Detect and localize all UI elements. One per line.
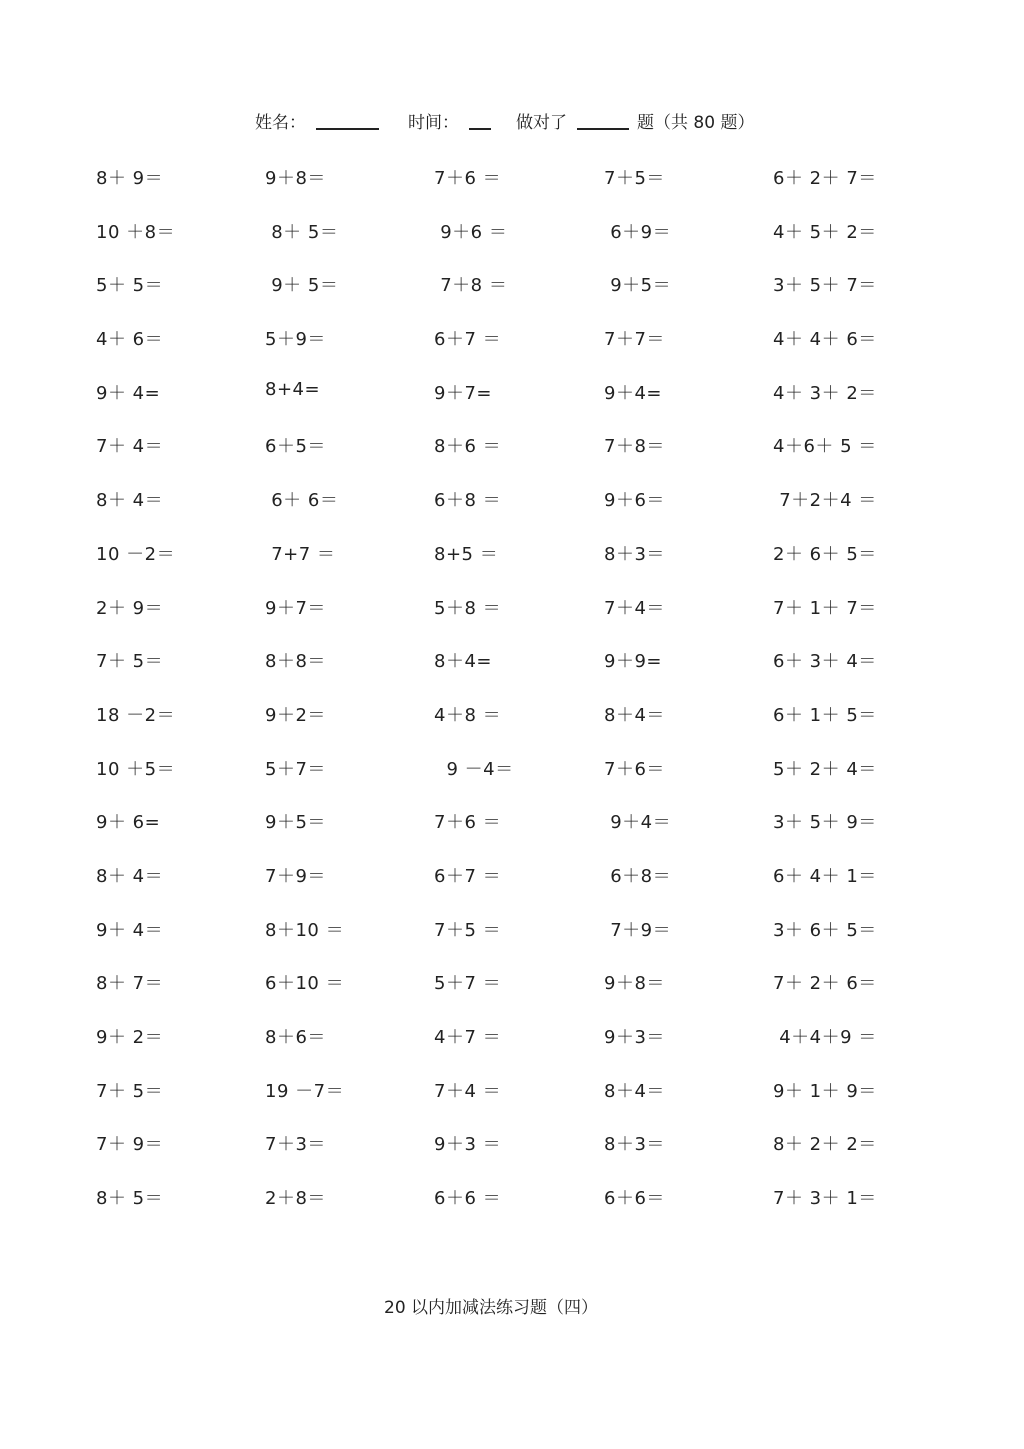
math-problem: 3＋ 6＋ 5＝ — [773, 919, 877, 941]
math-problem: 9＋7= — [434, 382, 492, 404]
math-problem: 4＋ 4＋ 6＝ — [773, 329, 877, 351]
name-blank — [316, 108, 379, 135]
math-problem: 8＋4= — [434, 651, 492, 673]
total-suffix: 题（共 80 题） — [637, 113, 755, 133]
math-problem: 6＋6＝ — [604, 1188, 665, 1210]
math-problem: 5＋ 5＝ — [96, 275, 164, 297]
math-problem: 6＋9＝ — [604, 221, 672, 243]
problem-row — [0, 804, 1024, 858]
time-blank — [469, 108, 491, 135]
math-problem: 8＋ 5＝ — [265, 221, 339, 243]
math-problem: 9＋ 6= — [96, 812, 161, 834]
math-problem: 5＋7＝ — [265, 758, 326, 780]
problem-row — [0, 160, 1024, 214]
problem-row — [0, 267, 1024, 321]
math-problem: 9 －4＝ — [434, 758, 514, 780]
math-problem: 2＋ 9＝ — [96, 597, 164, 619]
problem-row — [0, 1180, 1024, 1234]
problem-row — [0, 536, 1024, 590]
math-problem: 9＋6 ＝ — [434, 221, 508, 243]
math-problem: 6＋ 2＋ 7＝ — [773, 168, 877, 189]
math-problem: 4＋ 5＋ 2＝ — [773, 221, 877, 243]
math-problem: 6＋ 1＋ 5＝ — [773, 704, 877, 726]
math-problem: 9＋5＝ — [265, 812, 326, 834]
math-problem: 9＋2＝ — [265, 704, 326, 726]
math-problem: 9＋ 1＋ 9＝ — [773, 1080, 877, 1102]
math-problem: 6＋10 ＝ — [265, 973, 345, 995]
math-problem: 9＋ 4＝ — [96, 919, 164, 941]
math-problem: 8＋ 2＋ 2＝ — [773, 1134, 877, 1156]
math-problem: 6＋ 3＋ 4＝ — [773, 651, 877, 673]
math-problem: 8＋ 5＝ — [96, 1188, 164, 1210]
math-problem: 8＋ 7＝ — [96, 973, 164, 995]
math-problem: 7＋8 ＝ — [434, 275, 508, 297]
problem-row — [0, 428, 1024, 482]
math-problem: 8＋3＝ — [604, 543, 665, 565]
math-problem: 6＋ 6＝ — [265, 490, 339, 512]
math-problem: 9＋3 ＝ — [434, 1134, 502, 1156]
math-problem: 2＋ 6＋ 5＝ — [773, 543, 877, 565]
math-problem: 4＋ 6＝ — [96, 329, 164, 351]
math-problem: 10 ＋5＝ — [96, 758, 176, 780]
math-problem: 8＋ 4＝ — [96, 490, 164, 512]
math-problem: 8+4= — [265, 378, 321, 400]
math-problem: 5＋9＝ — [265, 329, 326, 351]
time-label: 时间： — [408, 113, 459, 133]
math-problem: 4＋4＋9 ＝ — [773, 1027, 877, 1048]
math-problem: 7＋7＝ — [604, 329, 665, 351]
math-problem: 19 －7＝ — [265, 1080, 345, 1102]
math-problem: 8＋3＝ — [604, 1134, 665, 1156]
math-problem: 8＋10 ＝ — [265, 919, 345, 941]
problem-row — [0, 590, 1024, 644]
math-problem: 9＋9= — [604, 651, 662, 673]
math-problem: 7＋ 5＝ — [96, 651, 164, 673]
math-problem: 7＋4 ＝ — [434, 1080, 502, 1102]
math-problem: 3＋ 5＋ 7＝ — [773, 275, 877, 297]
math-problem: 4＋7 ＝ — [434, 1027, 502, 1048]
math-problem: 6＋8 ＝ — [434, 490, 502, 512]
math-problem: 9＋ 5＝ — [265, 275, 339, 297]
problem-row — [0, 321, 1024, 375]
math-problem: 6＋7 ＝ — [434, 329, 502, 351]
math-problem: 9＋3＝ — [604, 1027, 665, 1048]
math-problem: 7＋8＝ — [604, 436, 665, 458]
problem-row — [0, 1073, 1024, 1127]
math-problem: 18 －2＝ — [96, 704, 176, 726]
math-problem: 8＋4＝ — [604, 1080, 665, 1102]
math-problem: 5＋ 2＋ 4＝ — [773, 758, 877, 780]
math-problem: 8+5 ＝ — [434, 543, 499, 565]
math-problem: 9＋8＝ — [265, 168, 326, 189]
math-problem: 5＋7 ＝ — [434, 973, 502, 995]
problem-row — [0, 643, 1024, 697]
problem-row — [0, 912, 1024, 966]
math-problem: 7＋3＝ — [265, 1134, 326, 1156]
math-problem: 7+7 ＝ — [265, 543, 336, 565]
problem-row — [0, 1019, 1024, 1073]
name-label: 姓名： — [255, 113, 306, 133]
math-problem: 9＋ 4= — [96, 382, 161, 404]
math-problem: 8＋ 4＝ — [96, 865, 164, 887]
math-problem: 3＋ 5＋ 9＝ — [773, 812, 877, 834]
math-problem: 7＋ 5＝ — [96, 1080, 164, 1102]
math-problem: 8＋6 ＝ — [434, 436, 502, 458]
problem-row — [0, 375, 1024, 429]
math-problem: 7＋6 ＝ — [434, 168, 502, 189]
math-problem: 7＋5 ＝ — [434, 919, 502, 941]
math-problem: 8＋ 9＝ — [96, 168, 164, 189]
math-problem: 6＋7 ＝ — [434, 865, 502, 887]
math-problem: 4＋8 ＝ — [434, 704, 502, 726]
math-problem: 7＋5＝ — [604, 168, 665, 189]
math-problem: 6＋8＝ — [604, 865, 672, 887]
math-problem: 9＋ 2＝ — [96, 1027, 164, 1048]
done-label: 做对了 — [516, 113, 567, 133]
problem-row — [0, 751, 1024, 805]
math-problem: 7＋9＝ — [604, 919, 672, 941]
worksheet-header — [0, 108, 1024, 138]
math-problem: 8＋4＝ — [604, 704, 665, 726]
math-problem: 7＋ 1＋ 7＝ — [773, 597, 877, 619]
math-problem: 7＋ 3＋ 1＝ — [773, 1188, 877, 1210]
math-problem: 9＋6＝ — [604, 490, 665, 512]
math-problem: 7＋ 2＋ 6＝ — [773, 973, 877, 995]
math-problem: 4＋ 3＋ 2＝ — [773, 382, 877, 404]
math-problem: 10 ＋8＝ — [96, 221, 176, 243]
problem-row — [0, 482, 1024, 536]
footer-title: 20 以内加减法练习题（四） — [384, 1298, 599, 1318]
done-blank — [577, 108, 629, 135]
problem-row — [0, 214, 1024, 268]
math-problem: 10 －2＝ — [96, 543, 176, 565]
math-problem: 7＋6＝ — [604, 758, 665, 780]
math-problem: 6＋ 4＋ 1＝ — [773, 865, 877, 887]
math-problem: 7＋ 4＝ — [96, 436, 164, 458]
math-problem: 9＋4= — [604, 382, 662, 404]
math-problem: 9＋4＝ — [604, 812, 672, 834]
problem-row — [0, 965, 1024, 1019]
math-problem: 7＋9＝ — [265, 865, 326, 887]
math-problem: 7＋6 ＝ — [434, 812, 502, 834]
math-problem: 6＋5＝ — [265, 436, 326, 458]
problem-row — [0, 697, 1024, 751]
math-problem: 7＋2＋4 ＝ — [773, 490, 877, 512]
math-problem: 5＋8 ＝ — [434, 597, 502, 619]
math-problem: 7＋4＝ — [604, 597, 665, 619]
problem-grid — [0, 160, 1024, 1234]
problem-row — [0, 858, 1024, 912]
math-problem: 2＋8＝ — [265, 1188, 326, 1210]
math-problem: 7＋ 9＝ — [96, 1134, 164, 1156]
math-problem: 8＋8＝ — [265, 651, 326, 673]
math-problem: 9＋7＝ — [265, 597, 326, 619]
math-problem: 9＋8＝ — [604, 973, 665, 995]
math-problem: 4＋6＋ 5 ＝ — [773, 436, 877, 458]
math-problem: 6＋6 ＝ — [434, 1188, 502, 1210]
problem-row — [0, 1126, 1024, 1180]
math-problem: 9＋5＝ — [604, 275, 672, 297]
math-problem: 8＋6＝ — [265, 1027, 326, 1048]
